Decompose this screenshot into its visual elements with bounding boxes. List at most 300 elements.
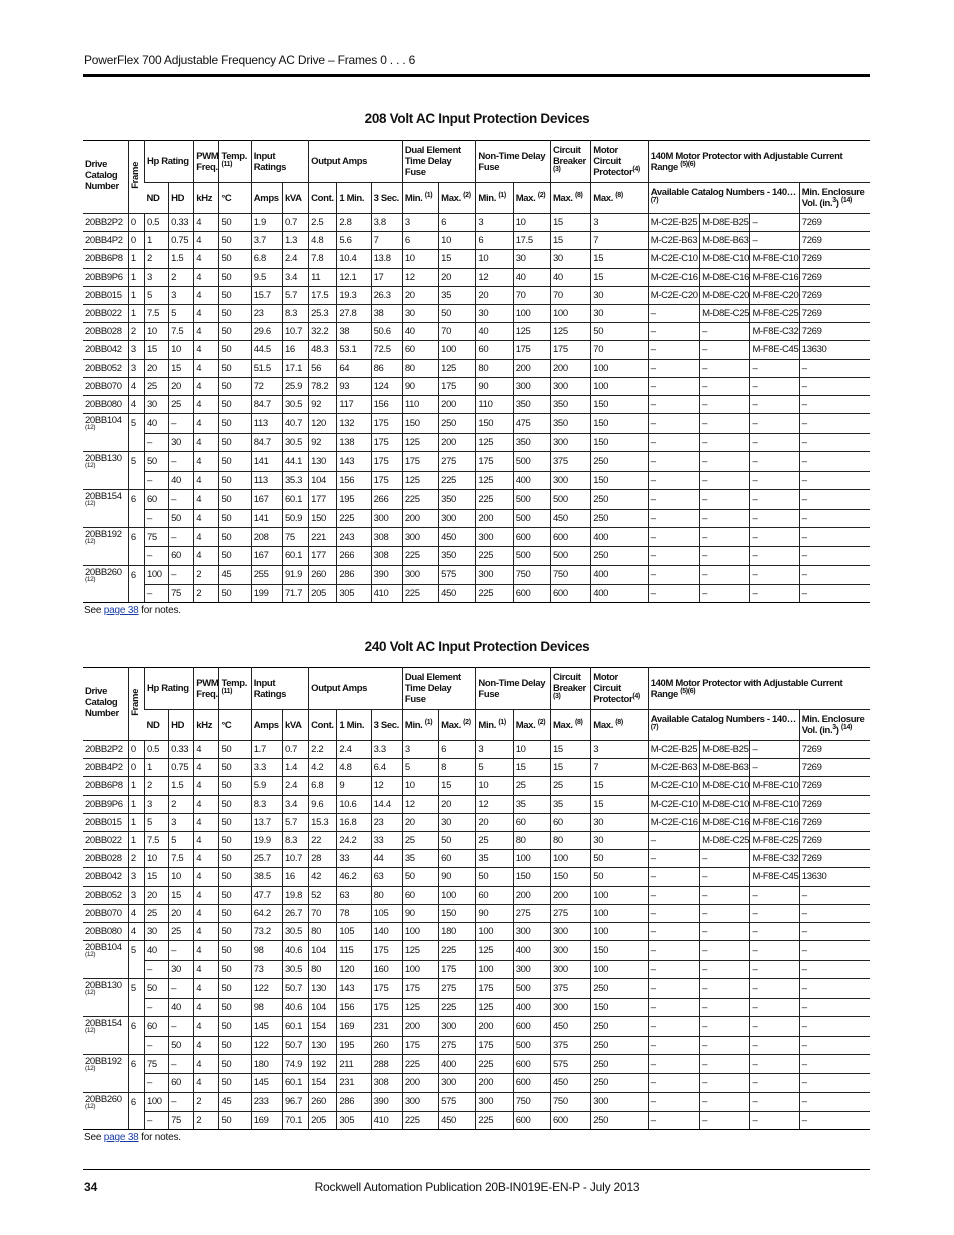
table-cell: 1.5 bbox=[169, 250, 194, 268]
table-cell: – bbox=[648, 359, 699, 377]
catalog-number-cell: 20BB2P2 bbox=[83, 741, 128, 759]
table-cell: M-D8E-B25 bbox=[700, 214, 750, 232]
table-cell: 50 bbox=[169, 1036, 194, 1054]
table-cell: 60 bbox=[439, 850, 476, 868]
table-cell: 60 bbox=[402, 341, 438, 359]
table-cell: 350 bbox=[439, 489, 476, 509]
table-cell: 5.7 bbox=[282, 286, 308, 304]
table-cell: 50 bbox=[219, 868, 251, 886]
table-cell: 450 bbox=[439, 1112, 476, 1130]
table-cell: 50 bbox=[144, 978, 168, 998]
table-cell: 90 bbox=[476, 377, 513, 395]
table-cell: 4 bbox=[194, 886, 219, 904]
table-cell: 75 bbox=[282, 527, 308, 547]
table-cell: – bbox=[700, 1016, 750, 1036]
table-cell: 140 bbox=[371, 922, 402, 940]
table-cell: – bbox=[700, 527, 750, 547]
table-row bbox=[83, 341, 870, 359]
table-cell: 200 bbox=[513, 886, 550, 904]
footnote-12: (12) bbox=[85, 424, 96, 432]
table-row bbox=[83, 941, 870, 961]
table-cell: 40 bbox=[169, 998, 194, 1016]
table-cell: 200 bbox=[476, 509, 513, 527]
table-cell: 167 bbox=[251, 489, 282, 509]
table-cell: 175 bbox=[371, 998, 402, 1016]
table-cell: 35 bbox=[402, 850, 438, 868]
table-cell: 7.5 bbox=[144, 304, 168, 322]
table-cell: 5 bbox=[128, 941, 144, 961]
hp-rating-header: Hp Rating bbox=[144, 141, 193, 183]
table-cell: 400 bbox=[513, 471, 550, 489]
table-cell: 20 bbox=[169, 904, 194, 922]
table-cell: 96.7 bbox=[282, 1092, 308, 1112]
table-row bbox=[83, 1036, 870, 1054]
cont-header: Cont. bbox=[309, 183, 337, 214]
table-cell: 200 bbox=[402, 509, 438, 527]
table-cell: M-F8E-C10 bbox=[750, 777, 799, 795]
table-cell: 30.5 bbox=[282, 395, 308, 413]
table-cell: – bbox=[700, 414, 750, 434]
table-cell: 6 bbox=[128, 1092, 144, 1112]
catalog-number-cell: 20BB042 bbox=[83, 868, 128, 886]
table-cell: 4 bbox=[194, 341, 219, 359]
table-cell: 1 bbox=[128, 268, 144, 286]
footnote-12: (12) bbox=[85, 537, 96, 545]
table-cell: 7269 bbox=[799, 232, 870, 250]
table-cell: 26.3 bbox=[371, 286, 402, 304]
table-cell: 70 bbox=[550, 286, 590, 304]
table-cell: 100 bbox=[402, 960, 438, 978]
table-cell: 73 bbox=[251, 960, 282, 978]
table-cell: – bbox=[648, 831, 699, 849]
table-cell: – bbox=[799, 565, 870, 585]
table-cell: 300 bbox=[439, 1016, 476, 1036]
table-cell: 4 bbox=[194, 250, 219, 268]
table-cell: 4 bbox=[128, 904, 144, 922]
degc-header: °C bbox=[219, 183, 251, 214]
table-cell: 50 bbox=[219, 1112, 251, 1130]
table-cell: 50 bbox=[219, 941, 251, 961]
table-row bbox=[83, 960, 870, 978]
table-240-grid bbox=[83, 667, 870, 1130]
catalog-number-cell: 20BB042 bbox=[83, 341, 128, 359]
table-cell: 231 bbox=[371, 1016, 402, 1036]
table-row bbox=[83, 585, 870, 603]
table-cell: 40.6 bbox=[282, 941, 308, 961]
table-cell: 138 bbox=[337, 433, 371, 451]
table-cell: 175 bbox=[513, 341, 550, 359]
table-cell: 86 bbox=[371, 359, 402, 377]
table-cell: – bbox=[799, 886, 870, 904]
table-cell: 180 bbox=[251, 1054, 282, 1074]
table-cell: 125 bbox=[476, 471, 513, 489]
table-cell: 2.2 bbox=[309, 741, 337, 759]
table-cell: 3 bbox=[476, 214, 513, 232]
table-cell: 3 bbox=[169, 286, 194, 304]
table-cell: 410 bbox=[371, 585, 402, 603]
table-cell: 1.3 bbox=[282, 232, 308, 250]
table-cell: – bbox=[144, 1036, 168, 1054]
cb-max-header: Max. $^{(8)}$ bbox=[550, 183, 590, 214]
table-cell: 40.7 bbox=[282, 414, 308, 434]
table-cell: 100 bbox=[513, 304, 550, 322]
table-cell: 50 bbox=[591, 868, 648, 886]
table-cell: 6 bbox=[128, 1054, 144, 1074]
table-row bbox=[83, 998, 870, 1016]
table-cell: 500 bbox=[513, 1036, 550, 1054]
table-240-title: 240 Volt AC Input Protection Devices bbox=[364, 639, 590, 654]
table-cell: 50 bbox=[219, 489, 251, 509]
table-cell: 17 bbox=[371, 268, 402, 286]
table-cell: 117 bbox=[337, 395, 371, 413]
table-cell: 400 bbox=[591, 527, 648, 547]
header-rule bbox=[83, 74, 870, 77]
table-cell: 260 bbox=[309, 1092, 337, 1112]
table-cell: 200 bbox=[513, 359, 550, 377]
table-cell: 50 bbox=[219, 1016, 251, 1036]
table-cell: 30 bbox=[169, 433, 194, 451]
table-cell: 12 bbox=[476, 795, 513, 813]
table-cell: – bbox=[700, 998, 750, 1016]
table-cell: – bbox=[799, 414, 870, 434]
table-208-body bbox=[83, 214, 870, 603]
table-cell: – bbox=[648, 922, 699, 940]
table-cell: 4.8 bbox=[309, 232, 337, 250]
table-cell: – bbox=[750, 741, 799, 759]
table-cell: – bbox=[750, 433, 799, 451]
table-cell: 28 bbox=[309, 850, 337, 868]
table-cell: 750 bbox=[513, 565, 550, 585]
table-cell: 92 bbox=[309, 395, 337, 413]
catalog-number-cell: 20BB104 (12) bbox=[83, 414, 128, 434]
cb-max-header: Max. $^{(8)}$ bbox=[550, 710, 590, 741]
table-cell: 275 bbox=[439, 451, 476, 471]
table-cell: 4 bbox=[194, 451, 219, 471]
table-cell: 286 bbox=[337, 565, 371, 585]
table-cell: 90 bbox=[439, 868, 476, 886]
table-cell: M-F8E-C16 bbox=[750, 268, 799, 286]
table-cell: – bbox=[700, 886, 750, 904]
table-cell: 390 bbox=[371, 565, 402, 585]
table-cell: 175 bbox=[402, 1036, 438, 1054]
table-cell: 286 bbox=[337, 1092, 371, 1112]
table-cell: 25 bbox=[402, 831, 438, 849]
table-cell: 300 bbox=[439, 1074, 476, 1092]
table-cell: 50 bbox=[219, 433, 251, 451]
table-cell: – bbox=[144, 960, 168, 978]
table-cell: 500 bbox=[550, 547, 590, 565]
table-cell: 47.7 bbox=[251, 886, 282, 904]
table-cell: – bbox=[799, 978, 870, 998]
table-cell: 125 bbox=[402, 998, 438, 1016]
table-row bbox=[83, 777, 870, 795]
table-cell: 175 bbox=[371, 451, 402, 471]
table-cell: – bbox=[799, 585, 870, 603]
table-cell: 600 bbox=[550, 1112, 590, 1130]
table-cell: 38 bbox=[337, 323, 371, 341]
table-cell: 30 bbox=[144, 922, 168, 940]
table-cell: 50 bbox=[476, 868, 513, 886]
catalog-number-cell bbox=[83, 1036, 128, 1054]
pwm-header: PWM Freq. bbox=[194, 141, 219, 183]
table-cell: 3.4 bbox=[282, 268, 308, 286]
table-cell: 100 bbox=[513, 850, 550, 868]
table-cell: – bbox=[144, 433, 168, 451]
table-cell: 250 bbox=[591, 1074, 648, 1092]
table-cell: 750 bbox=[513, 1092, 550, 1112]
table-cell: 2.4 bbox=[282, 250, 308, 268]
table-cell: – bbox=[144, 1074, 168, 1092]
table-cell: 500 bbox=[513, 978, 550, 998]
table-cell: – bbox=[700, 489, 750, 509]
table-cell: 80 bbox=[309, 960, 337, 978]
table-cell: – bbox=[700, 922, 750, 940]
table-cell: 4 bbox=[194, 286, 219, 304]
table-cell: – bbox=[799, 1036, 870, 1054]
page-38-link-240[interactable]: page 38 bbox=[103, 1132, 139, 1143]
table-cell: 20 bbox=[144, 886, 168, 904]
table-cell: M-F8E-C16 bbox=[750, 813, 799, 831]
table-cell: – bbox=[144, 509, 168, 527]
table-cell: 250 bbox=[591, 978, 648, 998]
table-cell: 4 bbox=[194, 1036, 219, 1054]
table-row bbox=[83, 813, 870, 831]
table-row bbox=[83, 232, 870, 250]
table-cell: 300 bbox=[476, 527, 513, 547]
table-cell: 25.7 bbox=[251, 850, 282, 868]
table-cell: 0 bbox=[128, 214, 144, 232]
table-cell: – bbox=[750, 547, 799, 565]
table-cell: 275 bbox=[439, 978, 476, 998]
table-cell: 10 bbox=[513, 214, 550, 232]
table-cell: 410 bbox=[371, 1112, 402, 1130]
table-cell: 6 bbox=[402, 232, 438, 250]
table-cell: 20 bbox=[476, 813, 513, 831]
table-cell: 120 bbox=[337, 960, 371, 978]
table-cell: 50 bbox=[219, 268, 251, 286]
table-cell: 500 bbox=[513, 509, 550, 527]
table-cell: 40 bbox=[144, 941, 168, 961]
table-cell: 275 bbox=[550, 904, 590, 922]
table-cell: 1.9 bbox=[251, 214, 282, 232]
table-cell: – bbox=[799, 1054, 870, 1074]
table-cell: 13.8 bbox=[371, 250, 402, 268]
table-cell: 12 bbox=[402, 795, 438, 813]
table-cell: 575 bbox=[550, 1054, 590, 1074]
table-cell: 60.1 bbox=[282, 1074, 308, 1092]
table-cell: 80 bbox=[513, 831, 550, 849]
table-cell: – bbox=[700, 395, 750, 413]
catalog-number-cell: 20BB192 (12) bbox=[83, 1054, 128, 1074]
table-cell: 13630 bbox=[799, 341, 870, 359]
table-row bbox=[83, 451, 870, 471]
catalog-number-cell bbox=[83, 960, 128, 978]
table-cell: – bbox=[648, 565, 699, 585]
table-cell: 10 bbox=[402, 250, 438, 268]
table-cell: 60 bbox=[169, 1074, 194, 1092]
table-cell: 199 bbox=[251, 585, 282, 603]
table-cell: 7269 bbox=[799, 286, 870, 304]
table-cell: 104 bbox=[309, 941, 337, 961]
table-cell: – bbox=[799, 359, 870, 377]
table-cell: M-C2E-B25 bbox=[648, 214, 699, 232]
table-cell: M-D8E-C10 bbox=[700, 795, 750, 813]
table-cell: – bbox=[700, 941, 750, 961]
table-cell: 50 bbox=[219, 323, 251, 341]
table-cell: 10 bbox=[144, 323, 168, 341]
table-cell: 300 bbox=[476, 565, 513, 585]
table-cell: 30 bbox=[591, 813, 648, 831]
catalog-number-cell bbox=[83, 1074, 128, 1092]
running-header: PowerFlex 700 Adjustable Frequency AC Drive – Frames 0 . . . 6 bbox=[84, 53, 416, 67]
footnote-12: (12) bbox=[85, 1064, 96, 1072]
table-cell: 5.7 bbox=[282, 813, 308, 831]
page-number: 34 bbox=[84, 1180, 98, 1194]
table-cell: 6 bbox=[128, 565, 144, 585]
table-cell: – bbox=[700, 1112, 750, 1130]
table-cell: 145 bbox=[251, 1074, 282, 1092]
kva-header: kVA bbox=[282, 710, 308, 741]
table-row bbox=[83, 489, 870, 509]
table-cell: 200 bbox=[439, 433, 476, 451]
table-cell: 25 bbox=[476, 831, 513, 849]
table-cell: 175 bbox=[476, 978, 513, 998]
table-cell: – bbox=[799, 1016, 870, 1036]
table-cell: 93 bbox=[337, 377, 371, 395]
table-row bbox=[83, 1054, 870, 1074]
table-cell: 50 bbox=[219, 795, 251, 813]
table-cell: 4.2 bbox=[309, 759, 337, 777]
table-cell: 19.3 bbox=[337, 286, 371, 304]
table-cell: – bbox=[648, 509, 699, 527]
table-cell: 225 bbox=[439, 941, 476, 961]
table-cell: – bbox=[169, 565, 194, 585]
table-cell: 300 bbox=[476, 1092, 513, 1112]
table-cell: 12 bbox=[476, 268, 513, 286]
table-cell: 208 bbox=[251, 527, 282, 547]
table-cell: 50 bbox=[402, 868, 438, 886]
table-cell: 60.1 bbox=[282, 1016, 308, 1036]
table-cell: 6 bbox=[128, 527, 144, 547]
table-cell: 4 bbox=[194, 268, 219, 286]
table-cell: 175 bbox=[371, 941, 402, 961]
min-enclosure-header: Min. Enclosure Vol. (in.$^3$) $^{(14)}$ bbox=[799, 710, 870, 741]
table-cell: 60 bbox=[550, 813, 590, 831]
table-cell: 1 bbox=[144, 232, 168, 250]
table-cell: 52 bbox=[309, 886, 337, 904]
table-cell: – bbox=[648, 304, 699, 322]
table-row bbox=[83, 1016, 870, 1036]
table-cell: 100 bbox=[144, 1092, 168, 1112]
table-cell: – bbox=[750, 1092, 799, 1112]
table-cell: 500 bbox=[513, 489, 550, 509]
temp-header: Temp. $^{(11)}$ bbox=[219, 141, 251, 183]
table-cell: 350 bbox=[513, 395, 550, 413]
table-cell: 225 bbox=[402, 585, 438, 603]
table-cell: M-F8E-C10 bbox=[750, 795, 799, 813]
catalog-number-cell bbox=[83, 998, 128, 1016]
table-cell: – bbox=[799, 904, 870, 922]
table-cell: – bbox=[750, 1054, 799, 1074]
table-cell: 400 bbox=[439, 1054, 476, 1074]
khz-header: kHz bbox=[194, 710, 219, 741]
table-cell: – bbox=[700, 433, 750, 451]
table-cell: 1 bbox=[128, 777, 144, 795]
table-cell: 195 bbox=[337, 489, 371, 509]
table-cell: 225 bbox=[476, 1054, 513, 1074]
table-cell: – bbox=[799, 433, 870, 451]
table-cell: 50 bbox=[219, 1054, 251, 1074]
table-cell bbox=[128, 998, 144, 1016]
table-cell: – bbox=[648, 527, 699, 547]
table-cell: – bbox=[169, 489, 194, 509]
table-cell: 19.8 bbox=[282, 886, 308, 904]
table-cell: 100 bbox=[591, 922, 648, 940]
table-cell: 225 bbox=[402, 547, 438, 565]
table-cell: 48.3 bbox=[309, 341, 337, 359]
ntd-min-header: Min. $^{(1)}$ bbox=[476, 710, 513, 741]
non-time-delay-header: Non-Time Delay Fuse bbox=[476, 668, 551, 710]
table-cell: 450 bbox=[550, 509, 590, 527]
table-cell: 105 bbox=[371, 904, 402, 922]
table-cell: 113 bbox=[251, 471, 282, 489]
table-cell: 400 bbox=[591, 585, 648, 603]
table-cell: 7269 bbox=[799, 214, 870, 232]
table-cell: 305 bbox=[337, 1112, 371, 1130]
table-cell: 4 bbox=[194, 777, 219, 795]
table-cell: – bbox=[648, 585, 699, 603]
table-cell: 3 bbox=[128, 868, 144, 886]
table-cell: 100 bbox=[439, 341, 476, 359]
table-cell: 50.6 bbox=[371, 323, 402, 341]
table-cell: 50 bbox=[219, 585, 251, 603]
table-cell: 78 bbox=[337, 904, 371, 922]
table-cell: – bbox=[750, 585, 799, 603]
table-cell: 4 bbox=[194, 868, 219, 886]
table-cell bbox=[128, 1074, 144, 1092]
sec3-header: 3 Sec. bbox=[371, 710, 402, 741]
table-cell: 98 bbox=[251, 941, 282, 961]
table-cell: 45 bbox=[219, 1092, 251, 1112]
table-cell: – bbox=[750, 451, 799, 471]
table-row bbox=[83, 1074, 870, 1092]
table-cell: 5 bbox=[144, 286, 168, 304]
table-cell: 600 bbox=[513, 1016, 550, 1036]
table-cell: 7.8 bbox=[309, 250, 337, 268]
page-38-link-208[interactable]: page 38 bbox=[103, 605, 139, 616]
table-cell: – bbox=[799, 489, 870, 509]
table-cell: – bbox=[648, 489, 699, 509]
catalog-number-cell: 20BB022 bbox=[83, 304, 128, 322]
table-cell: 50 bbox=[219, 922, 251, 940]
table-cell: 100 bbox=[402, 922, 438, 940]
table-cell: – bbox=[700, 960, 750, 978]
table-cell: 80 bbox=[476, 359, 513, 377]
table-cell: 132 bbox=[337, 414, 371, 434]
table-cell: 30 bbox=[513, 250, 550, 268]
table-cell: 450 bbox=[439, 585, 476, 603]
table-cell: 20 bbox=[476, 286, 513, 304]
table-cell: 250 bbox=[591, 489, 648, 509]
table-cell: 4 bbox=[194, 377, 219, 395]
table-cell: 10.7 bbox=[282, 323, 308, 341]
table-cell: 15 bbox=[169, 359, 194, 377]
table-cell: 70 bbox=[591, 341, 648, 359]
table-cell: 60 bbox=[402, 886, 438, 904]
table-cell: 5 bbox=[476, 759, 513, 777]
table-cell: – bbox=[700, 1074, 750, 1092]
table-row bbox=[83, 1112, 870, 1130]
